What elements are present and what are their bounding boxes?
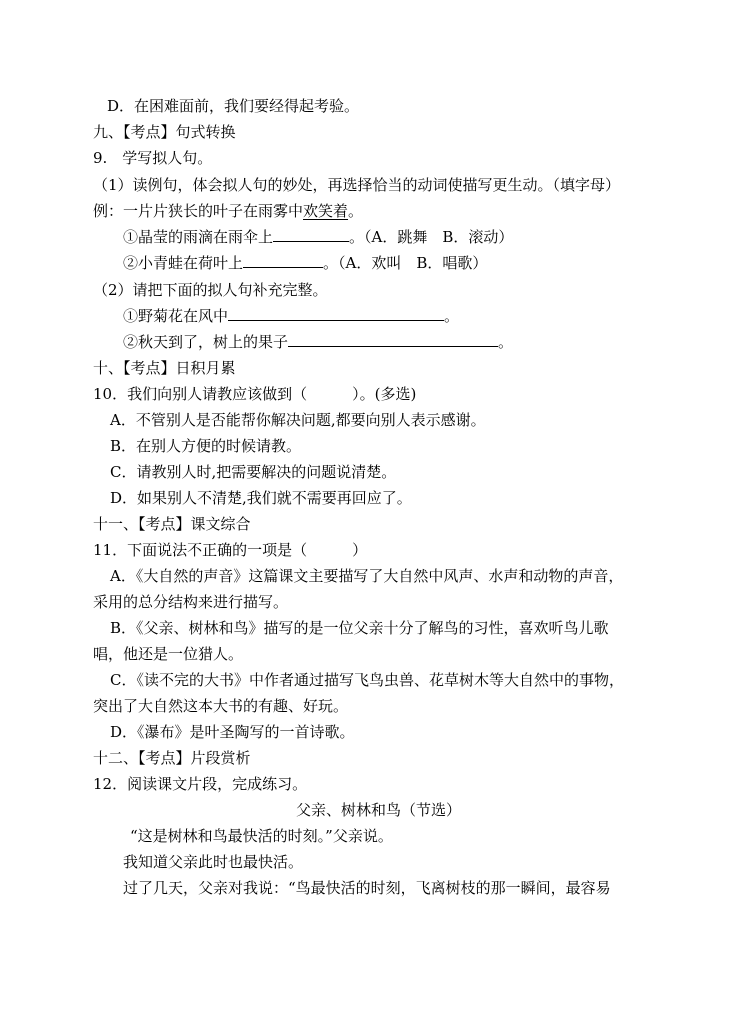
question-12: 12．阅读课文片段，完成练习。 [93,775,308,793]
question-11-option-b-cont: 唱，他还是一位猎人。 [93,645,244,663]
question-10-option-a[interactable]: A．不管别人是否能帮你解决问题,都要向别人表示感谢。 [110,411,486,429]
section-9-heading: 九、【考点】句式转换 [93,123,236,141]
question-11-option-b[interactable]: B．《父亲、树林和鸟》描写的是一位父亲十分了解鸟的习性，喜欢听鸟儿歌 [110,619,609,637]
example-end: 。 [348,202,364,220]
passage-paragraph-3: 过了几天，父亲对我说：“鸟最快活的时刻，飞离树枝的那一瞬间，最容易 [123,879,611,897]
question-9-1b [123,253,487,273]
question-9-2b-text: ②秋天到了，树上的果子 [123,333,289,351]
question-9-2b-end: 。 [498,333,514,351]
example-underlined-word: 欢笑着 [303,202,349,220]
question-9-1a [123,227,513,247]
question-9-2a [123,306,459,326]
question-9-1b-options: 。（A．欢叫 B．唱歌） [323,254,488,272]
question-11: 11．下面说法不正确的一项是（ ） [93,541,368,559]
answer-blank-9-1a[interactable] [273,227,349,242]
question-9-example [93,201,363,221]
passage-paragraph-2: 我知道父亲此时也最快活。 [123,853,304,871]
question-10: 10．我们向别人请教应该做到（ ）。(多选) [93,385,417,403]
answer-blank-9-2b[interactable] [288,332,498,347]
section-12-heading: 十二、【考点】片段赏析 [93,749,251,767]
answer-blank-9-1b[interactable] [243,253,323,268]
question-11-option-a[interactable]: A．《大自然的声音》这篇课文主要描写了大自然中风声、水声和动物的声音， [110,567,624,585]
question-10-option-b[interactable]: B．在别人方便的时候请教。 [110,437,302,455]
question-9-2a-text: ①野菊花在风中 [123,307,229,325]
question-9-1a-text: ①晶莹的雨滴在雨伞上 [123,228,274,246]
answer-blank-9-2a[interactable] [228,306,444,321]
question-10-option-d[interactable]: D．如果别人不清楚,我们就不需要再回应了。 [110,489,412,507]
question-11-option-a-cont: 采用的总分结构来进行描写。 [93,593,289,611]
question-9-1a-options: 。（A．跳舞 B．滚动） [349,228,514,246]
section-11-heading: 十一、【考点】课文综合 [93,515,251,533]
passage-title: 父亲、树林和鸟（节选） [296,801,462,819]
q8-option-d: D．在困难面前，我们要经得起考验。 [107,97,360,115]
section-10-heading: 十、【考点】日积月累 [93,359,236,377]
question-9: 9. 学写拟人句。 [93,149,213,167]
question-11-option-c-cont: 突出了大自然这本大书的有趣、好玩。 [93,697,349,715]
question-9-2a-end: 。 [444,307,460,325]
question-11-option-d[interactable]: D．《瀑布》是叶圣陶写的一首诗歌。 [110,723,355,741]
question-11-option-c[interactable]: C．《读不完的大书》中作者通过描写飞鸟虫兽、花草树木等大自然中的事物， [110,671,624,689]
question-9-part-2: （2）请把下面的拟人句补充完整。 [93,281,328,299]
example-text: 例：一片片狭长的叶子在雨雾中 [93,202,304,220]
question-10-option-c[interactable]: C．请教别人时,把需要解决的问题说清楚。 [110,463,397,481]
question-9-2b [123,332,513,352]
question-9-part-1: （1）读例句，体会拟人句的妙处，再选择恰当的动词使描写更生动。（填字母） [93,176,621,194]
question-9-1b-text: ②小青蛙在荷叶上 [123,254,244,272]
passage-paragraph-1: “这是树林和鸟最快活的时刻。”父亲说。 [130,827,393,845]
